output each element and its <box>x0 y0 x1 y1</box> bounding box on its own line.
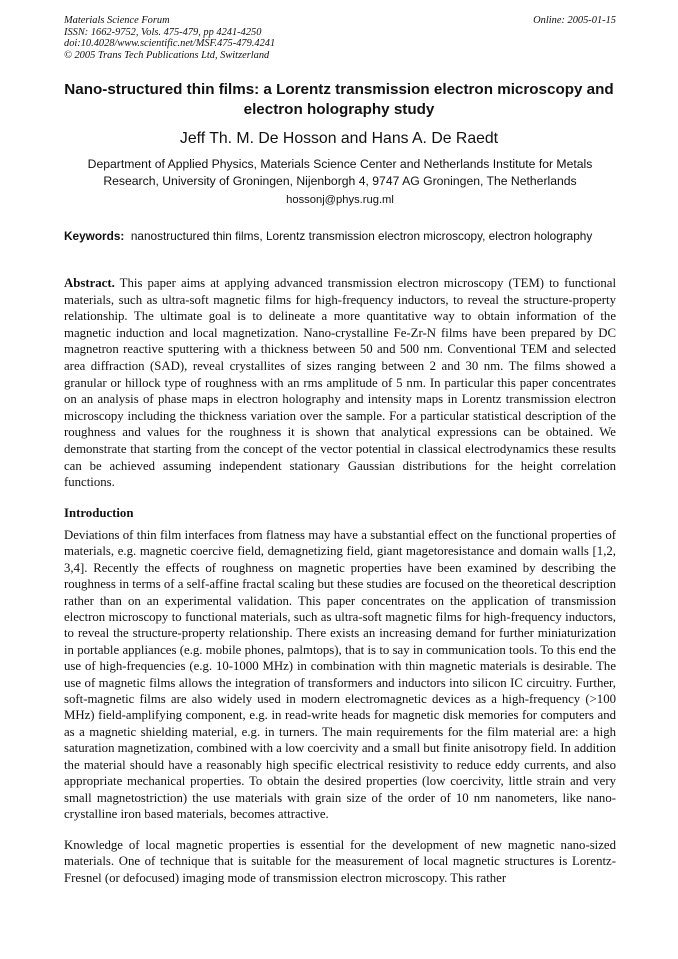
keywords-text: nanostructured thin films, Lorentz transmission electron microscopy, electron holography <box>130 229 593 243</box>
online-date: Online: 2005-01-15 <box>533 15 616 26</box>
intro-paragraph-1: Deviations of thin film interfaces from flatness may have a substantial effect on the functional properties of materials, e.g. magnetic coercive field, demagnetizing field, giant magetoresistance and domain walls [1,2, 3,4]. Recently the effects of roughness on magnetic properties have been examined by describing the roughness in terms of a self-affine fractal scaling but these studies are focused on the theoretical description rather than on an experimental validation. This paper concentrates on the application of transmission electron microscopy to functional materials, such as ultra-soft magnetic films for high-frequency inductors, to reveal the structure-property relationship. There exists an increasing demand for further miniaturization in portable appliances (e.g. mobile phones, palmtops), that is to say in communication tools. To this end the use of high-frequencies (e.g. 10-1000 MHz) in combination with thin magnetic materials is desirable. The use of magnetic films allows the integration of transformers and inductors into silicon IC circuitry. Further, soft-magnetic films are also widely used in modern electromagnetic devices as a high-frequency (>100 MHz) field-amplifying component, e.g. in read-write heads for magnetic disk memories for computers and as a magnetic shielding material, e.g. in turners. The main requirements for the film material are: a high saturation magnetization, combined with a low coercivity and a small but finite anisotropy field. In addition the material should have a reasonably high specific electrical resistivity to reduce eddy currents, and also appropriate mechanical properties. To obtain the desired properties (low coercivity, little strain and very small magnetostriction) the use materials with grain size of the order of 10 nm nanometers, like nano-crystalline iron based materials, becomes attractive. <box>64 528 616 821</box>
author-affiliation: Department of Applied Physics, Materials Science Center and Netherlands Institute for Metals Research, University of Groningen, Nijenborgh 4, 9747 AG Groningen, The Netherlands <box>87 157 593 188</box>
journal-header <box>64 15 616 61</box>
keywords-block <box>64 229 616 244</box>
copyright-line: © 2005 Trans Tech Publications Ltd, Switzerland <box>64 49 270 61</box>
abstract-label: Abstract. <box>64 276 115 290</box>
abstract-text: This paper aims at applying advanced transmission electron microscopy (TEM) to functional materials, such as ultra-soft magnetic films for high-frequency inductors, to reveal the structure-property relationship. The ultimate goal is to delineate a more quantitative way to obtain information of the magnetic induction and local magnetization. Nano-crystalline Fe-Zr-N films have been prepared by DC magnetron reactive sputtering with a thickness between 50 and 500 nm. Conventional TEM and selected area diffraction (SAD), reveal crystallites of sizes ranging between 2 and 30 nm. The films showed a granular or hillock type of roughness with an rms amplitude of 5 nm. In particular this paper concentrates on an analysis of phase maps in electron holography and intensity maps in Lorentz transmission electron microscopy including the thickness variation over the sample. For a particular statistical description of the roughness and values for the roughness it is shown that analytical expressions can be obtained. We demonstrate that starting from the concept of the vector potential in classical electrodynamics these results can be achieved assuming independent stationary Gaussian distributions for the height correlation functions. <box>64 276 617 490</box>
author-email: hossonj@phys.rug.ml <box>286 194 394 206</box>
section-heading-introduction: Introduction <box>64 506 134 520</box>
paper-authors: Jeff Th. M. De Hosson and Hans A. De Raedt <box>179 130 499 147</box>
doi-line: doi:10.4028/www.scientific.net/MSF.475-479.4241 <box>64 38 276 50</box>
paper-title: Nano-structured thin films: a Lorentz transmission electron microscopy and electron holography study <box>64 81 614 118</box>
journal-name: Materials Science Forum <box>64 15 170 26</box>
issn-line: ISSN: 1662-9752, Vols. 475-479, pp 4241-4250 <box>64 26 262 38</box>
keywords-label: Keywords: <box>64 229 125 243</box>
intro-paragraph-2: Knowledge of local magnetic properties is essential for the development of new magnetic nano-sized materials. One of technique that is suitable for the measurement of local magnetic structures is Lorentz-Fresnel (or defocused) imaging mode of transmission electron microscopy. This rather <box>64 838 616 885</box>
abstract-block <box>64 275 616 491</box>
